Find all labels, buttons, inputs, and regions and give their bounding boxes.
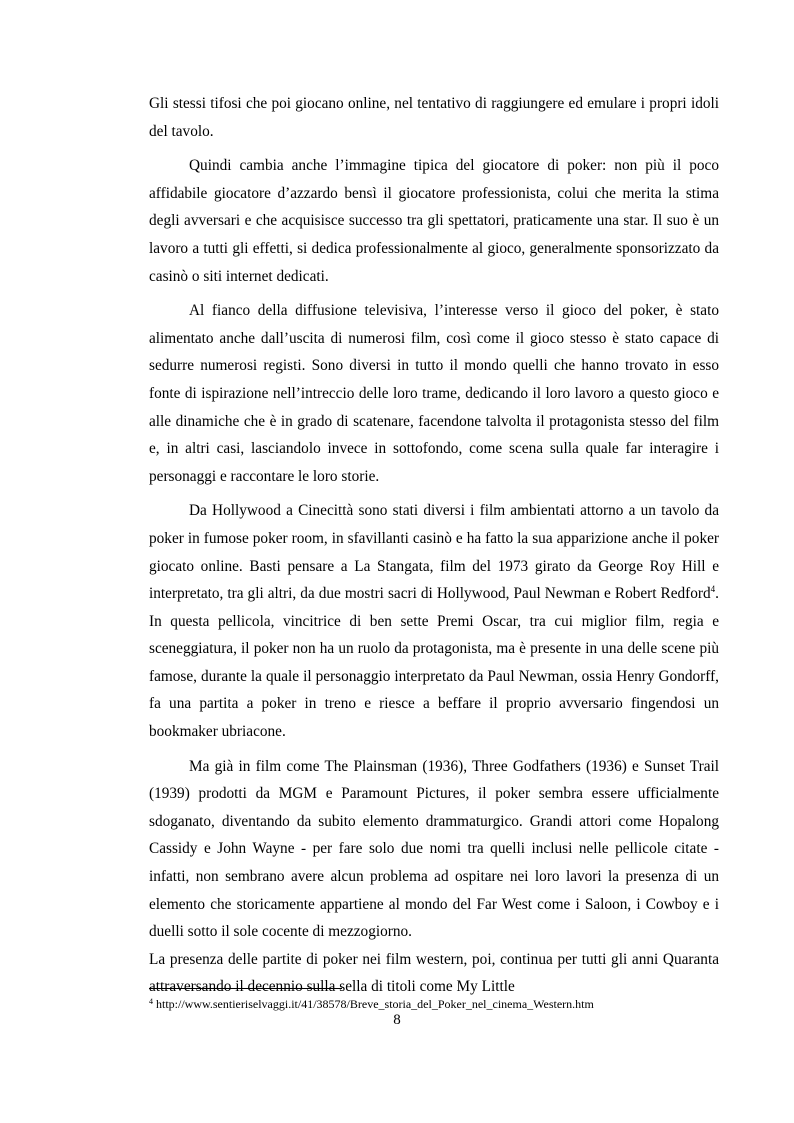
paragraph-4 [149, 497, 719, 745]
footnote-url: http://www.sentieriselvaggi.it/41/38578/Breve_storia_del_Poker_nel_cinema_Western.htm [153, 997, 594, 1011]
footnote [149, 996, 729, 1012]
paragraph-4-text-b: . In questa pellicola, vincitrice di ben sette Premi Oscar, tra cui miglior film, regia e sceneggiatura, il poker non ha un ruolo da protagonista, ma è presente in una delle scene più famose, durante la quale il personaggio interpretato da Paul Newman, ossia Henry Gondorff, fa una partita a poker in treno e riesce a beffare il proprio avversario fingendosi un bookmaker ubriacone. [149, 585, 719, 741]
footnote-reference: 4 [710, 584, 716, 595]
paragraph-3: Al fianco della diffusione televisiva, l’interesse verso il gioco del poker, è stato alimentato anche dall’uscita di numerosi film, così come il gioco stesso è stato capace di sedurre numerosi registi. Sono diversi in tutto il mondo quelli che hanno trovato in esso fonte di ispirazione nell’intreccio delle loro trame, dedicando il loro lavoro a questo gioco e alle dinamiche che è in grado di scatenare, facendone talvolta il protagonista stesso del film e, in altri casi, lasciandolo invece in sottofondo, come scena sulla quale far interagire i personaggi e raccontare le loro storie. [149, 302, 719, 485]
paragraph-4-text-a: Da Hollywood a Cinecittà sono stati diversi i film ambientati attorno a un tavolo da poker in fumose poker room, in sfavillanti casinò e ha fatto la sua apparizione anche il poker giocato online. Basti pensare a La Stangata, film del 1973 girato da George Roy Hill e interpretato, tra gli altri, da due mostri sacri di Hollywood, Paul Newman e Robert Redford [149, 502, 719, 603]
footnote-divider [149, 988, 342, 989]
paragraph-1: Gli stessi tifosi che poi giocano online, nel tentativo di raggiungere ed emulare i propri idoli del tavolo. [149, 95, 719, 140]
paragraph-2: Quindi cambia anche l’immagine tipica del giocatore di poker: non più il poco affidabile giocatore d’azzardo bensì il giocatore professionista, colui che merita la stima degli avversari e che acquisisce successo tra gli spettatori, praticamente una star. Il suo è un lavoro a tutti gli effetti, si dedica professionalmente al gioco, generalmente sponsorizzato da casinò o siti internet dedicati. [149, 157, 719, 285]
paragraph-5: Ma già in film come The Plainsman (1936), Three Godfathers (1936) e Sunset Trail (1939) prodotti da MGM e Paramount Pictures, il poker sembra essere ufficialmente sdoganato, diventando da subito elemento drammaturgico. Grandi attori come Hopalong Cassidy e John Wayne - per fare solo due nomi tra quelli inclusi nelle pellicole citate - infatti, non sembrano avere alcun problema ad ospitare nei loro lavori la presenza di un elemento che storicamente appartiene al mondo del Far West come i Saloon, i Cowboy e i duelli sotto il sole cocente di mezzogiorno. [149, 757, 719, 941]
body-text [149, 90, 719, 1008]
footnote-number: 4 [149, 997, 153, 1006]
page-number: 8 [393, 1012, 401, 1028]
paragraph-6: La presenza delle partite di poker nei film western, poi, continua per tutti gli anni Quaranta attraversando il decennio sulla sella di titoli come My Little [149, 950, 719, 996]
